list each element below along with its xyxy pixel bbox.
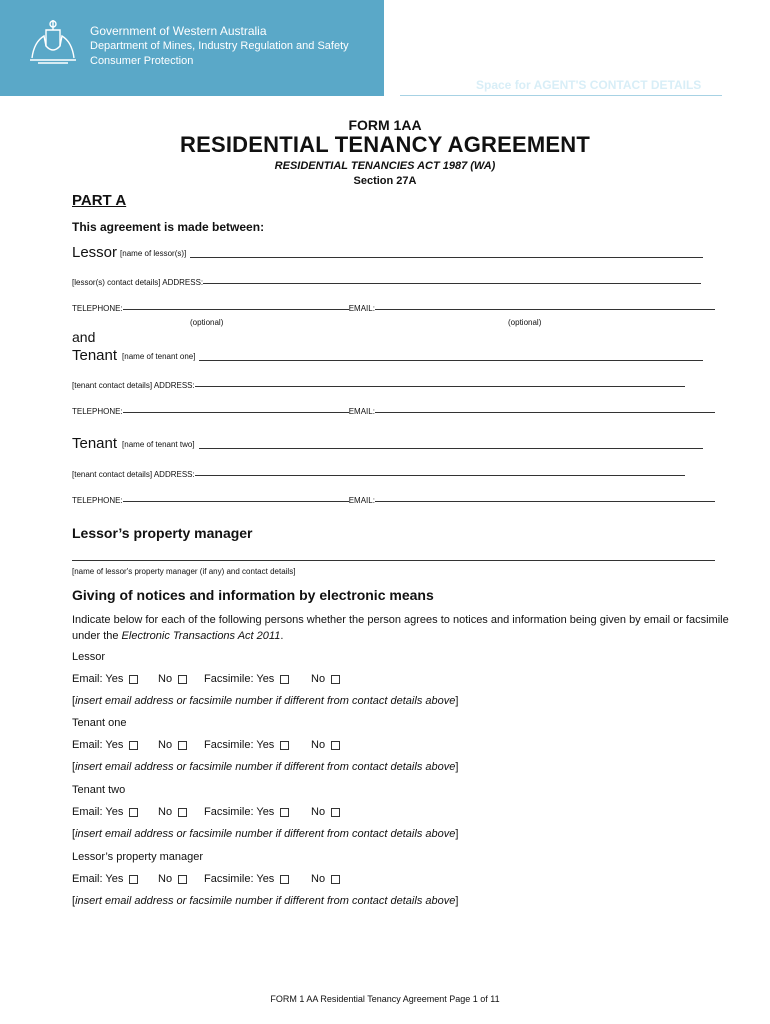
email-no-checkbox[interactable]	[178, 741, 187, 750]
fax-no-label: No	[311, 806, 326, 818]
tenant-two-email-field[interactable]	[375, 501, 715, 502]
header-band	[0, 0, 384, 96]
email-no-option	[158, 739, 187, 751]
lessor-phone-row	[72, 304, 715, 313]
email-yes-option	[72, 739, 138, 751]
telephone-label: TELEPHONE:	[72, 496, 123, 505]
tenant-one-name-field[interactable]	[199, 360, 703, 361]
tenant-label: Tenant	[72, 347, 118, 364]
fax-no-label: No	[311, 673, 326, 685]
fax-no-label: No	[311, 873, 326, 885]
optional-note: (optional)	[508, 318, 542, 327]
email-no-checkbox[interactable]	[178, 675, 187, 684]
fax-no-label: No	[311, 739, 326, 751]
tenant-one-name-row	[72, 347, 703, 364]
tenant-two-address-row	[72, 470, 685, 479]
fax-yes-label: Facsimile: Yes	[204, 673, 275, 685]
fax-yes-checkbox[interactable]	[280, 875, 289, 884]
email-no-label: No	[158, 739, 173, 751]
lessor-contact-label: [lessor(s) contact details] ADDRESS:	[72, 278, 204, 287]
tenant-one-address-field[interactable]	[195, 386, 685, 387]
fax-yes-option	[204, 673, 289, 685]
email-label: EMAIL:	[348, 304, 375, 313]
tenant-two-name-row	[72, 435, 703, 452]
notices-heading: Giving of notices and information by electronic means	[72, 587, 434, 603]
tenant-one-email-field[interactable]	[375, 412, 715, 413]
section-ref: Section 27A	[353, 175, 417, 187]
notices-intro-text: Indicate below for each of the following persons whether the person agrees to notices and information being given by email or facsimile under the	[72, 614, 729, 642]
bracket-open: [	[72, 828, 76, 840]
tenant-one-phone-row	[72, 407, 715, 416]
email-label: EMAIL:	[348, 407, 375, 416]
email-no-checkbox[interactable]	[178, 808, 187, 817]
optional-note: (optional)	[190, 318, 224, 327]
property-manager-hint: [name of lessor's property manager (if any) and contact details]	[72, 567, 296, 576]
email-yes-option	[72, 673, 138, 685]
tenant-label: Tenant	[72, 435, 118, 452]
gov-line-1: Government of Western Australia	[90, 24, 267, 38]
fax-yes-checkbox[interactable]	[280, 808, 289, 817]
insert-contact-text: insert email address or facsimile number if different from contact details above	[75, 895, 456, 907]
tenant-two-address-field[interactable]	[195, 475, 685, 476]
tenant-one-hint: [name of tenant one]	[122, 352, 196, 361]
tenant-two-phone-row	[72, 496, 715, 505]
fax-yes-option	[204, 873, 289, 885]
bracket-close: ]	[455, 761, 459, 773]
fax-no-checkbox[interactable]	[331, 741, 340, 750]
lessor-address-row	[72, 278, 701, 287]
email-yes-label: Email: Yes	[72, 673, 124, 685]
lessor-label: Lessor	[72, 244, 118, 261]
bracket-close: ]	[455, 828, 459, 840]
bracket-close: ]	[455, 895, 459, 907]
insert-contact-instruction	[72, 761, 458, 773]
fax-yes-checkbox[interactable]	[280, 675, 289, 684]
fax-no-option	[311, 806, 340, 818]
email-no-option	[158, 873, 187, 885]
notice-person-label: Lessor	[72, 651, 106, 663]
part-a-heading: PART A	[72, 192, 127, 209]
email-no-label: No	[158, 873, 173, 885]
lessor-address-field[interactable]	[203, 283, 701, 284]
email-no-label: No	[158, 673, 173, 685]
email-yes-checkbox[interactable]	[129, 875, 138, 884]
lessor-name-field[interactable]	[190, 257, 703, 258]
email-no-option	[158, 806, 187, 818]
coat-of-arms-icon	[24, 16, 82, 66]
bracket-open: [	[72, 895, 76, 907]
tenant-contact-label: [tenant contact details] ADDRESS:	[72, 381, 195, 390]
insert-contact-text: insert email address or facsimile number if different from contact details above	[75, 761, 456, 773]
notice-person-label: Tenant one	[72, 717, 127, 729]
email-yes-option	[72, 873, 138, 885]
telephone-label: TELEPHONE:	[72, 304, 123, 313]
notices-intro-end: .	[280, 630, 284, 642]
notice-person-label: Lessor’s property manager	[72, 851, 204, 863]
insert-contact-instruction	[72, 895, 458, 907]
fax-no-option	[311, 873, 340, 885]
agent-contact-space: Space for AGENT'S CONTACT DETAILS	[476, 78, 702, 92]
fax-no-option	[311, 739, 340, 751]
lessor-name-row	[72, 244, 703, 261]
insert-contact-text: insert email address or facsimile number if different from contact details above	[75, 695, 456, 707]
made-between: This agreement is made between:	[72, 220, 265, 234]
email-yes-label: Email: Yes	[72, 739, 124, 751]
bracket-open: [	[72, 761, 76, 773]
email-yes-label: Email: Yes	[72, 806, 124, 818]
tenant-one-telephone-field[interactable]	[123, 412, 349, 413]
property-manager-heading: Lessor’s property manager	[72, 525, 253, 541]
insert-contact-instruction	[72, 695, 458, 707]
lessor-email-field[interactable]	[375, 309, 715, 310]
tenant-contact-label: [tenant contact details] ADDRESS:	[72, 470, 195, 479]
telephone-label: TELEPHONE:	[72, 407, 123, 416]
notices-intro	[72, 612, 754, 644]
gov-line-2: Department of Mines, Industry Regulation and Safety	[90, 40, 349, 52]
page-title: RESIDENTIAL TENANCY AGREEMENT	[180, 132, 590, 157]
email-no-checkbox[interactable]	[178, 875, 187, 884]
tenant-two-telephone-field[interactable]	[123, 501, 349, 502]
notice-person-label: Tenant two	[72, 784, 126, 796]
email-yes-checkbox[interactable]	[129, 741, 138, 750]
and-label: and	[72, 329, 96, 345]
gov-line-3: Consumer Protection	[90, 55, 194, 67]
email-yes-label: Email: Yes	[72, 873, 124, 885]
act-name: RESIDENTIAL TENANCIES ACT 1987 (WA)	[274, 160, 496, 172]
lessor-hint: [name of lessor(s)]	[120, 249, 187, 258]
bracket-open: [	[72, 695, 76, 707]
government-title	[90, 24, 349, 69]
email-yes-option	[72, 806, 138, 818]
fax-no-option	[311, 673, 340, 685]
email-no-label: No	[158, 806, 173, 818]
insert-contact-text: insert email address or facsimile number if different from contact details above	[75, 828, 456, 840]
lessor-telephone-field[interactable]	[123, 309, 349, 310]
property-manager-field[interactable]	[72, 560, 715, 561]
form-number: FORM 1AA	[348, 117, 422, 133]
tenant-two-hint: [name of tenant two]	[122, 440, 195, 449]
fax-yes-option	[204, 739, 289, 751]
fax-yes-label: Facsimile: Yes	[204, 873, 275, 885]
insert-contact-instruction	[72, 828, 458, 840]
act-reference: Electronic Transactions Act 2011	[121, 630, 281, 642]
fax-yes-option	[204, 806, 289, 818]
agent-contact-line	[400, 95, 722, 96]
fax-yes-checkbox[interactable]	[280, 741, 289, 750]
tenant-two-name-field[interactable]	[199, 448, 703, 449]
tenant-one-address-row	[72, 381, 685, 390]
page-footer: FORM 1 AA Residential Tenancy Agreement Page 1 of 11	[270, 994, 500, 1004]
fax-no-checkbox[interactable]	[331, 875, 340, 884]
fax-yes-label: Facsimile: Yes	[204, 806, 275, 818]
fax-no-checkbox[interactable]	[331, 675, 340, 684]
email-yes-checkbox[interactable]	[129, 675, 138, 684]
email-label: EMAIL:	[348, 496, 375, 505]
fax-yes-label: Facsimile: Yes	[204, 739, 275, 751]
email-yes-checkbox[interactable]	[129, 808, 138, 817]
fax-no-checkbox[interactable]	[331, 808, 340, 817]
email-no-option	[158, 673, 187, 685]
bracket-close: ]	[455, 695, 459, 707]
